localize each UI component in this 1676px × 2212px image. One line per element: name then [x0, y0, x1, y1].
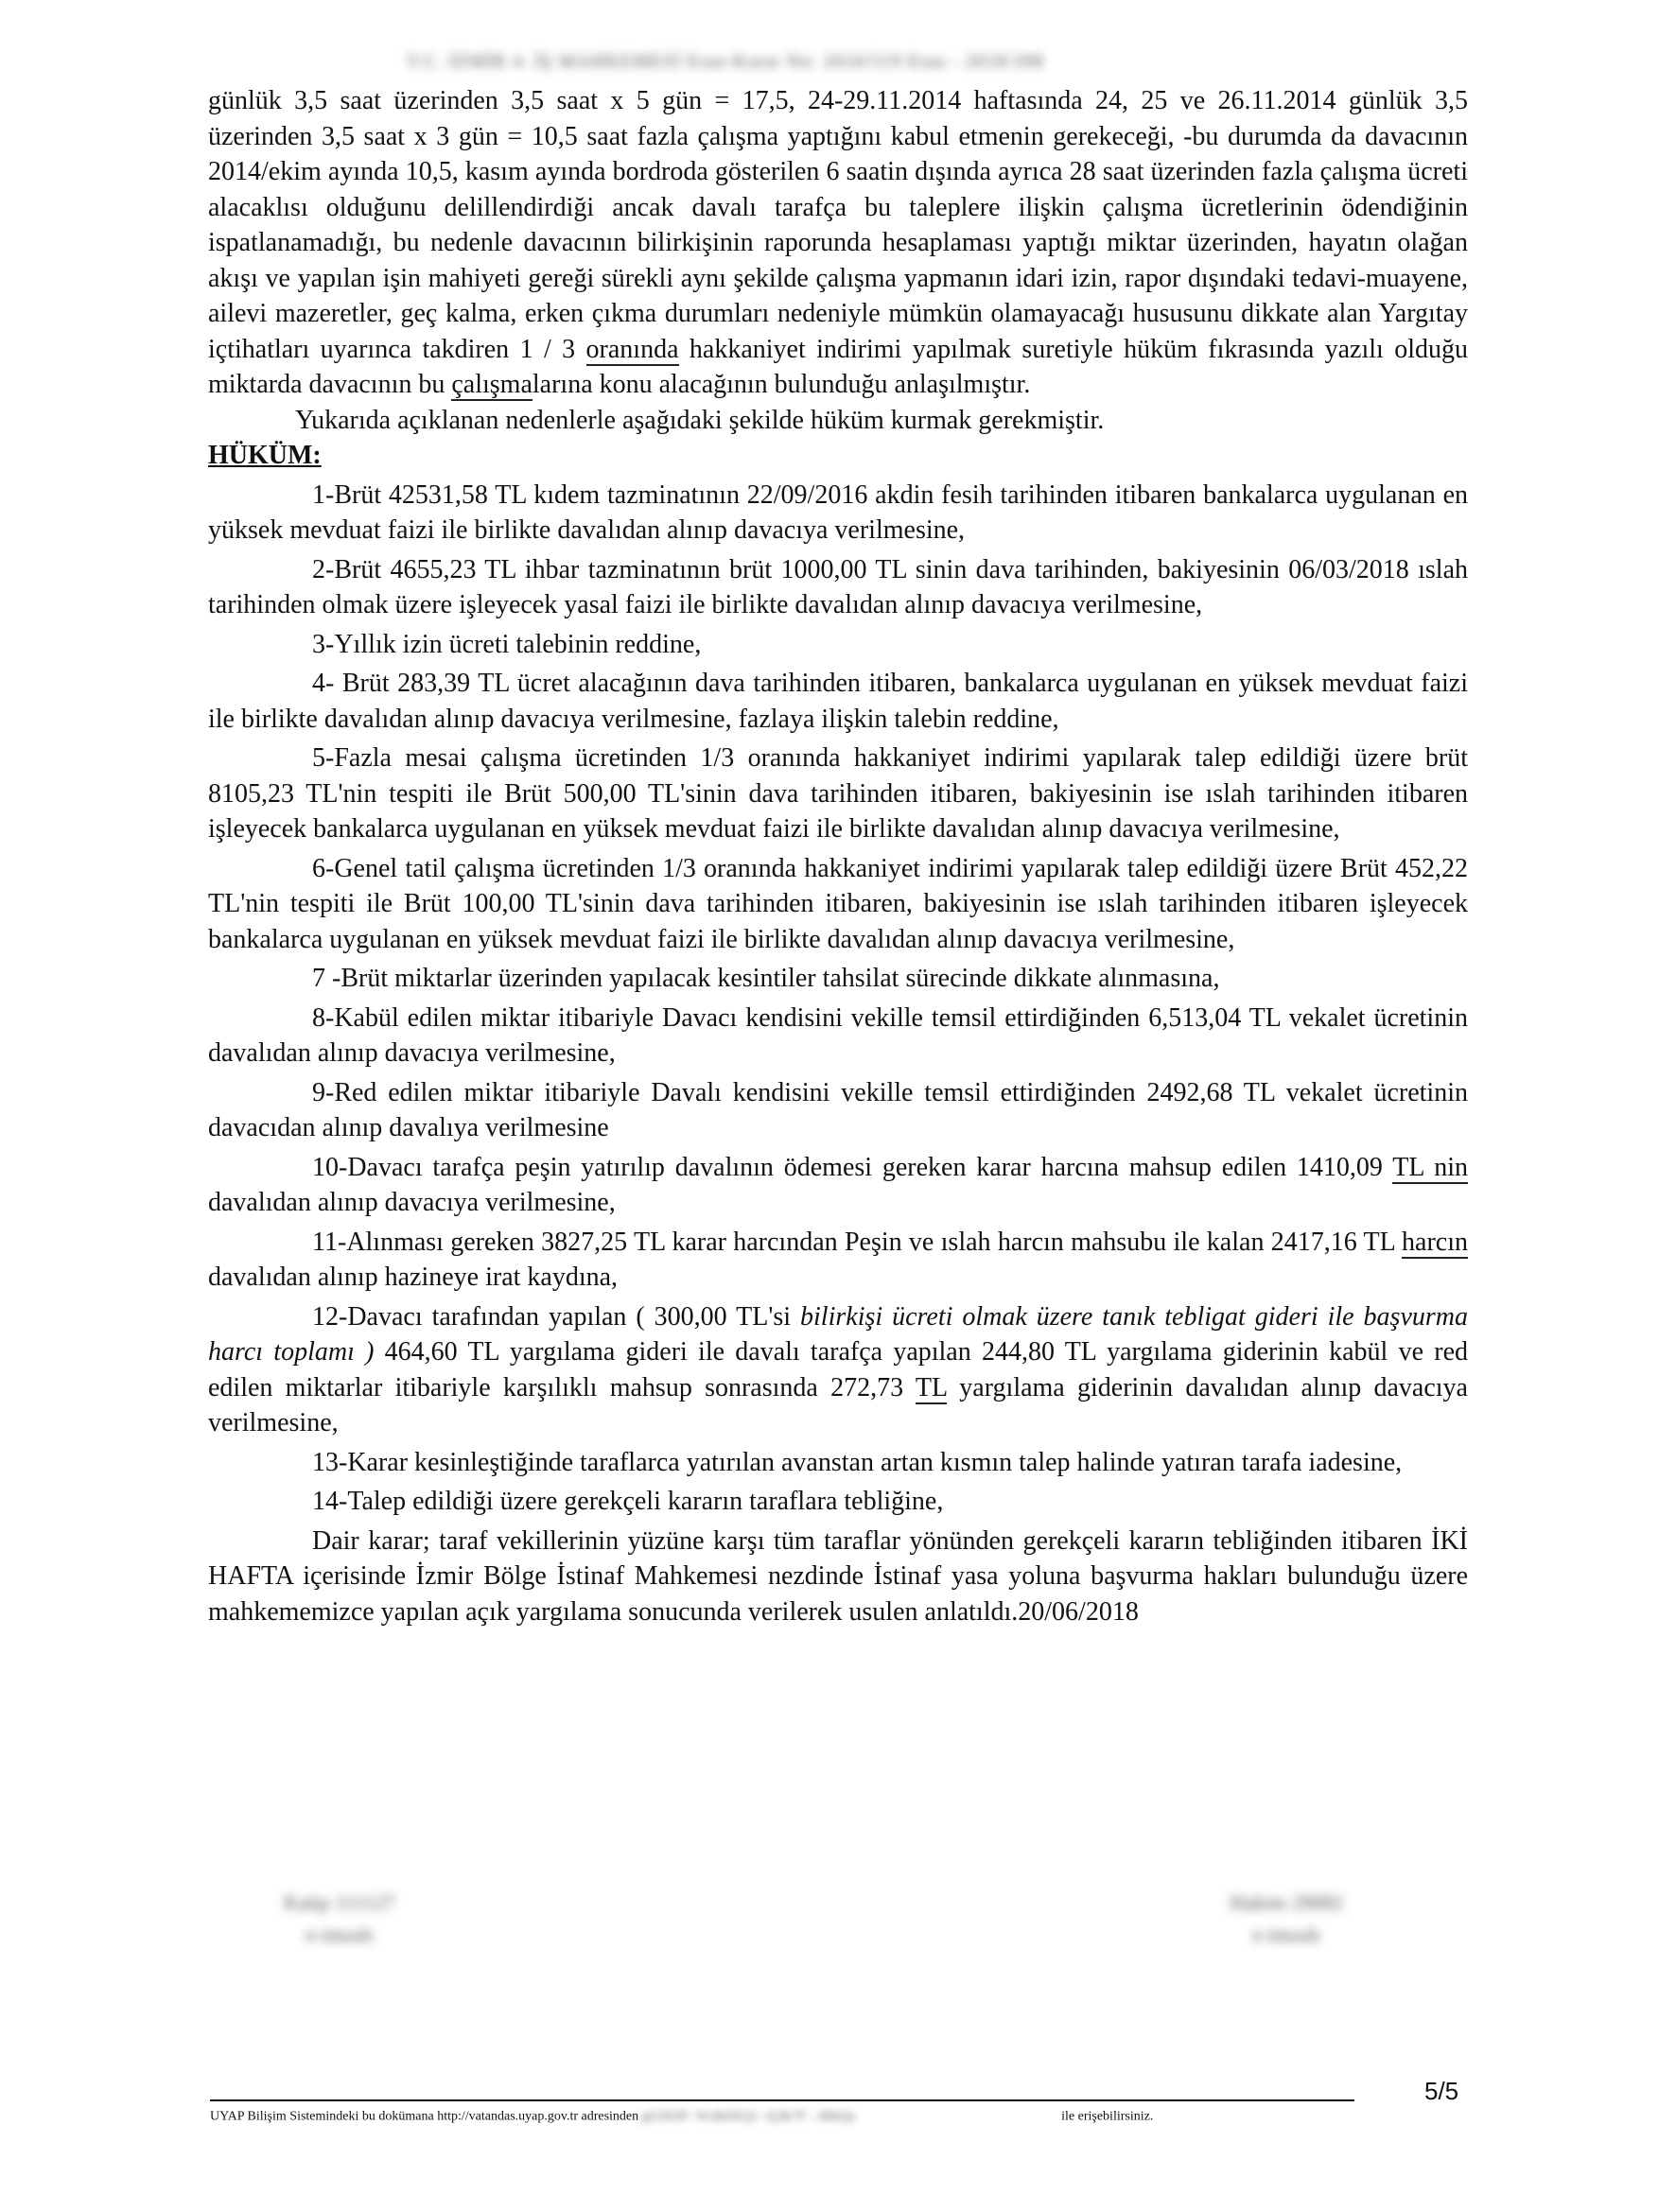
blurred-header: T.C. İZMİR 4. İŞ MAHKEMESİ Esas-Karar No: 2016/519 Esas - 2018/398: [407, 51, 1044, 72]
signature-esign: e-imzalı: [305, 1923, 374, 1946]
ruling-item-14: 14-Talep edildiği üzere gerekçeli kararın taraflara tebliğine,: [312, 1487, 944, 1516]
text: 12-Davacı tarafından yapılan ( 300,00 TL'si: [312, 1301, 801, 1332]
signature-name: Katip 111127: [284, 1890, 395, 1914]
underlined-text: harcın: [1402, 1227, 1468, 1257]
text: davalıdan alınıp davacıya verilmesine,: [208, 1188, 616, 1217]
ruling-item-2: 2-Brüt 4655,23 TL ihbar tazminatının brüt 1000,00 TL sinin dava tarihinden, bakiyesinin 06/03/2018 ıslah tarihinden olmak üzere işleyecek yasal faizi ile birlikte davalıdan alınıp davacıya verilmesine,: [208, 554, 1468, 619]
text: davalıdan alınıp hazineye irat kaydına,: [208, 1263, 619, 1292]
line: günlük 3,5 saat üzerinden 3,5 saat x 5 gün = 17,5, 24-29.11.2014 haftasında 24, 25 ve 26.11.2014: [208, 86, 1336, 115]
footer-text: ile erişebilirsiniz.: [1061, 2109, 1154, 2124]
text: 10-Davacı tarafça peşin yatırılıp davalının ödemesi gereken karar harcına mahsup edilen 1410,09: [312, 1152, 1393, 1182]
ruling-item-1: 1-Brüt 42531,58 TL kıdem tazminatının 22/09/2016 akdin fesih tarihinden itibaren bankalarca uygulanan en yüksek mevduat faizi ile birlikte davalıdan alınıp davacıya verilmesine,: [208, 479, 1468, 545]
closing-paragraph: Dair karar; taraf vekillerinin yüzüne karşı tüm taraflar yönünden gerekçeli kararın tebliğinden itibaren İKİ HAFTA içerisinde İzmir Bölge İstinaf Mahkemesi nezdinde İstinaf yasa yoluna başvurma hakları bulunduğu üzere mahkememizce yapılan açık yargılama sonucunda verilerek usulen anlatıldı.20/06/2018: [208, 1525, 1468, 1627]
underlined-text: oranında: [585, 334, 679, 364]
ruling-item-4: 4- Brüt 283,39 TL ücret alacağının dava tarihinden itibaren, bankalarca uygulanan en yüksek mevduat faizi ile birlikte davalıdan alınıp davacıya verilmesine, fazlaya ilişkin talebin reddine,: [208, 669, 1468, 734]
ruling-item-11: [208, 1225, 1468, 1296]
underlined-text: çalışma: [451, 370, 532, 399]
signature-judge: [1230, 1887, 1343, 1951]
section-heading: HÜKÜM:: [208, 441, 322, 470]
ruling-item-10: [208, 1150, 1468, 1221]
footer: [210, 2109, 1153, 2125]
page-number: 5/5: [1424, 2077, 1459, 2105]
ruling-item-9: 9-Red edilen miktar itibariyle Davalı kendisini vekille temsil ettirdiğinden 2492,68 TL vekalet ücretinin davacıdan alınıp davalıya verilmesine: [208, 1077, 1468, 1142]
paragraph-summary: Yukarıda açıklanan nedenlerle aşağıdaki şekilde hüküm kurmak gerekmiştir.: [295, 405, 1105, 435]
ruling-item-5: 5-Fazla mesai çalışma ücretinden 1/3 oranında hakkaniyet indirimi yapılarak talep edildiği üzere brüt 8105,23 TL'nin tespiti ile Brüt 500,00 TL'sinin dava tarihinden itibaren, bakiyesinin ise ıslah tarihinden itibaren işleyecek bankalarca uygulanan en yüksek mevduat faizi ile birlikte davalıdan alınıp davacıya verilmesine,: [208, 743, 1468, 844]
text: larına konu alacağının bulunduğu anlaşılmıştır.: [532, 370, 1031, 399]
signature-name: Hakim 29082: [1230, 1890, 1344, 1914]
italic-text: bilirkişi ücreti olmak üzere tanık tebligat gideri ile başvurma harcı toplamı ): [208, 1301, 1468, 1367]
ruling-item-6: 6-Genel tatil çalışma ücretinden 1/3 oranında hakkaniyet indirimi yapılarak talep edildiği üzere Brüt 452,22 TL'nin tespiti ile Brüt 100,00 TL'sinin dava tarihinden itibaren, bakiyesinin ise ıslah tarihinden itibaren işleyecek bankalarca uygulanan en yüksek mevduat faizi ile birlikte davalıdan alınıp davacıya verilmesine,: [208, 853, 1468, 954]
document-body: [208, 83, 1468, 1629]
text: hakkaniyet indirimi yapılmak suretiyle hüküm fıkrasında yazılı olduğu miktarda davacının bu: [208, 334, 1468, 399]
ruling-item-13: 13-Karar kesinleştiğinde taraflarca yatırılan avanstan artan kısmın talep halinde yatıran tarafa iadesine,: [312, 1447, 1403, 1477]
paragraph-continuation: [208, 83, 1468, 403]
ruling-item-8: 8-Kabül edilen miktar itibariyle Davacı kendisini vekille temsil ettirdiğinden 6,513,04 TL vekalet ücretinin davalıdan alınıp davacıya verilmesine,: [208, 1002, 1468, 1068]
footer-divider: [210, 2099, 1354, 2101]
text: 464,60 TL yargılama gideri ile davalı tarafça yapılan 244,80 TL yargılama giderinin kabül ve red edilen miktarlar itibariyle karşılıklı mahsup sonrasında 272,73: [208, 1337, 1468, 1402]
signature-clerk: [284, 1887, 395, 1951]
text: 11-Alınması gereken 3827,25 TL karar harcından Peşin ve ıslah harcın mahsubu ile kalan 2417,16 TL: [312, 1227, 1403, 1257]
text: günlük 3,5 üzerinden 3,5 saat x 3 gün = 10,5 saat fazla çalışma yaptığını kabul etmenin gerekeceği, -bu durumda da davacının 2014/ekim ayında 10,5, kasım ayında bordroda gösterilen 6 saatin dışında ayrıca 28 saat üzerinden fazla çalışma ücreti alacaklısı olduğunu delillendirdiği ancak davalı tarafça bu taleplere ilişkin çalışma ücretlerinin ödendiğinin ispatlanamadığı, bu nedenle davacının bilirkişinin raporunda hesaplaması yaptığı miktar üzerinden, hayatın olağan akışı ve yapılan işin mahiyeti gereği sürekli aynı şekilde çalışma yapmanın idari izin, rapor dışındaki tedavi-muayene, ailevi mazeretler, geç kalma, erken çıkma durumları nedeniyle mümkün olamayacağı hususunu dikkate alan Yargıtay içtihatları uyarınca takdiren 1 / 3: [208, 86, 1468, 364]
footer-text: UYAP Bilişim Sistemindeki bu dokümana http://vatandas.uyap.gov.tr adresinden: [210, 2109, 639, 2124]
masked-access-code: gGDOP- WsRdXQ1 -Q3k7F - tBkQa: [641, 2109, 856, 2124]
ruling-item-12: [208, 1299, 1468, 1441]
ruling-item-3: 3-Yıllık izin ücreti talebinin reddine,: [312, 629, 702, 659]
text: yargılama giderinin davalıdan alınıp davacıya verilmesine,: [208, 1372, 1468, 1437]
underlined-text: TL nin: [1392, 1152, 1468, 1182]
signature-esign: e-imzalı: [1252, 1923, 1321, 1946]
underlined-text: TL: [915, 1372, 948, 1402]
ruling-item-7: 7 -Brüt miktarlar üzerinden yapılacak kesintiler tahsilat sürecinde dikkate alınmasına,: [312, 964, 1220, 993]
